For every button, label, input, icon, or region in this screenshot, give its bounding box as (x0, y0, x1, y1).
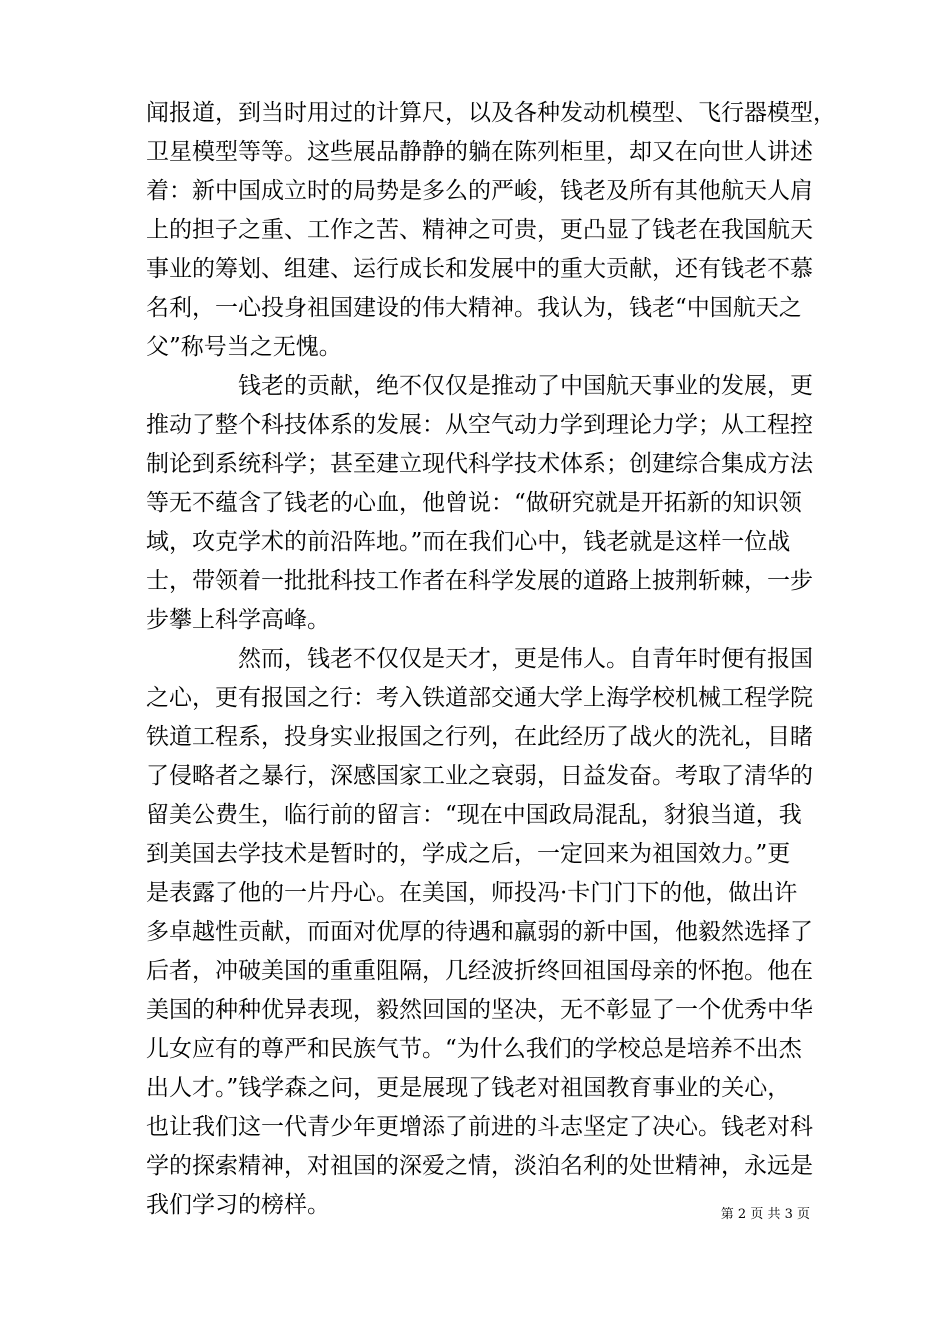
paragraph-1 (146, 94, 836, 367)
text-line: 域，攻克学术的前沿阵地。”而在我们心中，钱老就是这样一位战 (146, 529, 791, 555)
text-line: 制论到系统科学；甚至建立现代科学技术体系；创建综合集成方法 (146, 451, 813, 477)
text-line: 出人才。”钱学森之问，更是展现了钱老对祖国教育事业的关心， (146, 1075, 791, 1101)
text-line: 铁道工程系，投身实业报国之行列，在此经历了战火的洗礼，目睹 (146, 724, 813, 750)
text-line: 后者，冲破美国的重重阻隔，几经波折终回祖国母亲的怀抱。他在 (146, 958, 813, 984)
text-line: 步攀上科学高峰。 (146, 607, 330, 633)
text-line: 也让我们这一代青少年更增添了前进的斗志坚定了决心。钱老对科 (146, 1114, 813, 1140)
text-line: 上的担子之重、工作之苦、精神之可贵，更凸显了钱老在我国航天 (146, 217, 813, 243)
text-line: 了侵略者之暴行，深感国家工业之衰弱，日益发奋。考取了清华的 (146, 763, 813, 789)
body-text (146, 94, 836, 1225)
text-line: 学的探索精神，对祖国的深爱之情，淡泊名利的处世精神，永远是 (146, 1153, 813, 1179)
text-line: 多卓越性贡献，而面对优厚的待遇和羸弱的新中国，他毅然选择了 (146, 919, 813, 945)
text-line: 到美国去学技术是暂时的，学成之后，一定回来为祖国效力。”更 (146, 841, 791, 867)
text-line-indented: 然而，钱老不仅仅是天才，更是伟人。自青年时便有报国 (238, 646, 813, 672)
text-line: 我们学习的榜样。 (146, 1192, 330, 1218)
text-line: 名利，一心投身祖国建设的伟大精神。我认为，钱老“中国航天之 (146, 295, 802, 321)
text-line: 卫星模型等等。这些展品静静的躺在陈列柜里，却又在向世人讲述 (146, 139, 813, 165)
text-line: 闻报道，到当时用过的计算尺，以及各种发动机模型、飞行器模型， (146, 100, 836, 126)
paragraph-2 (146, 367, 813, 640)
page-number-footer: 第 2 页 共 3 页 (720, 1207, 810, 1222)
text-line: 等无不蕴含了钱老的心血，他曾说：“做研究就是开拓新的知识领 (146, 490, 802, 516)
text-line: 着：新中国成立时的局势是多么的严峻，钱老及所有其他航天人肩 (146, 178, 813, 204)
text-line-indented: 钱老的贡献，绝不仅仅是推动了中国航天事业的发展，更 (238, 373, 813, 399)
text-line: 是表露了他的一片丹心。在美国，师投冯·卡门门下的他，做出许 (146, 880, 798, 906)
text-line: 推动了整个科技体系的发展：从空气动力学到理论力学；从工程控 (146, 412, 813, 438)
text-line: 留美公费生，临行前的留言：“现在中国政局混乱，豺狼当道，我 (146, 802, 802, 828)
text-line: 事业的筹划、组建、运行成长和发展中的重大贡献，还有钱老不慕 (146, 256, 813, 282)
text-line: 士，带领着一批批科技工作者在科学发展的道路上披荆斩棘，一步 (146, 568, 813, 594)
paragraph-3 (146, 640, 813, 1225)
text-line: 儿女应有的尊严和民族气节。“为什么我们的学校总是培养不出杰 (146, 1036, 802, 1062)
text-line: 之心，更有报国之行：考入铁道部交通大学上海学校机械工程学院 (146, 685, 813, 711)
text-line: 父”称号当之无愧。 (146, 334, 342, 360)
text-line: 美国的种种优异表现，毅然回国的坚决，无不彰显了一个优秀中华 (146, 997, 813, 1023)
